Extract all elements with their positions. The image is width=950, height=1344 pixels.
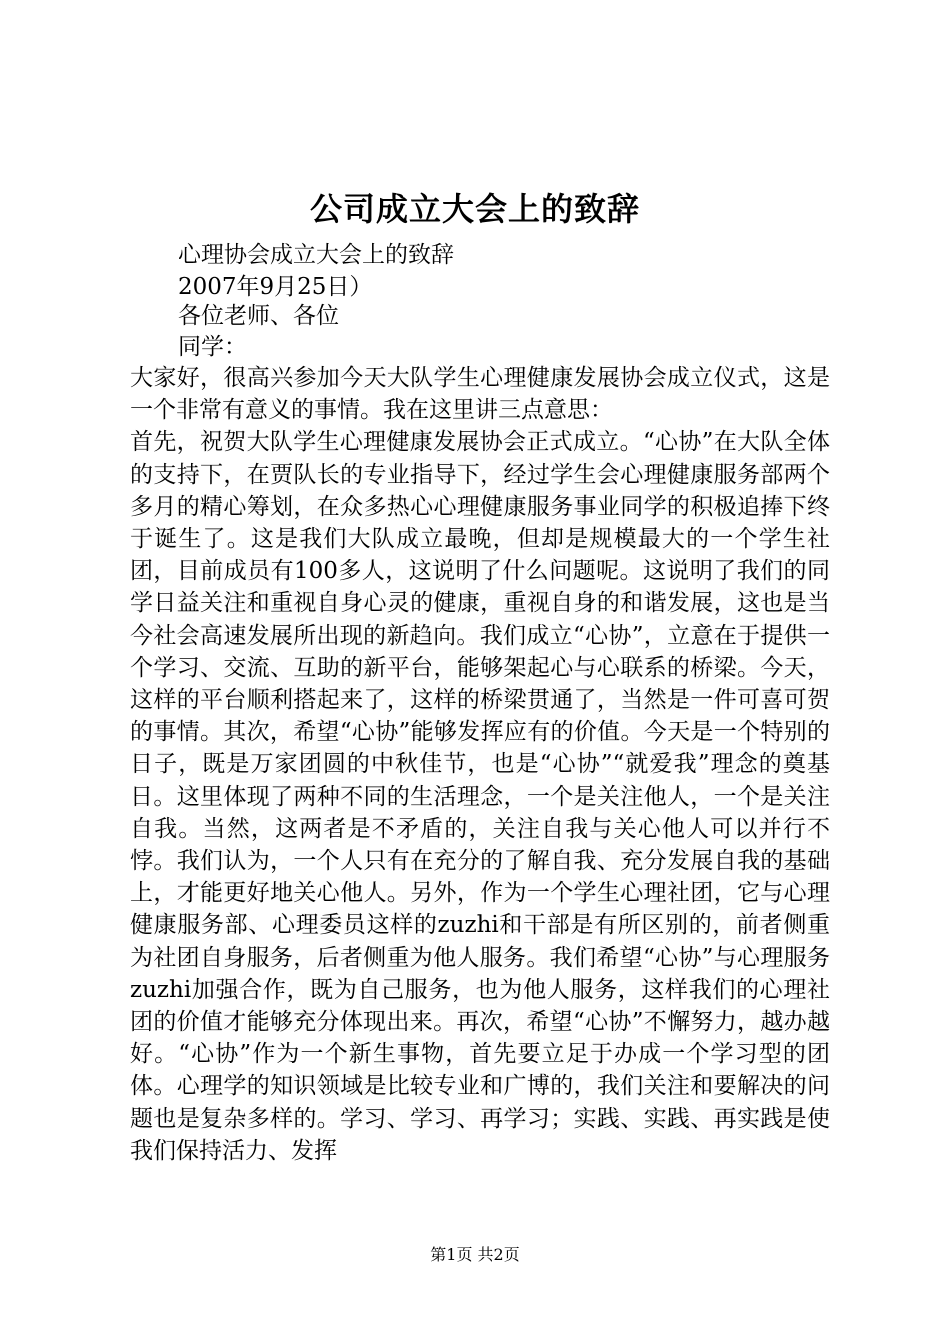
body-paragraph-intro: 大家好，很高兴参加今天大队学生心理健康发展协会成立仪式，这是一个非常有意义的事情。我在这里讲三点意思：	[130, 365, 830, 424]
body-paragraph-main: 首先，祝贺大队学生心理健康发展协会正式成立。“心协”在大队全体的支持下，在贾队长的专业指导下，经过学生会心理健康服务部两个多月的精心筹划，在众多热心心理健康服务事业同学的积极追捧下终于诞生了。这是我们大队成立最晚，但却是规模最大的一个学生社团，目前成员有100多人，这说明了什么问题呢。这说明了我们的同学日益关注和重视自身心灵的健康，重视自身的和谐发展，这也是当今社会高速发展所出现的新趋向。我们成立“心协”，立意在于提供一个学习、交流、互助的新平台，能够架起心与心联系的桥梁。今天，这样的平台顺利搭起来了，这样的桥梁贯通了，当然是一件可喜可贺的事情。其次，希望“心协”能够发挥应有的价值。今天是一个特别的日子，既是万家团圆的中秋佳节，也是“心协”“就爱我”理念的奠基日。这里体现了两种不同的生活理念，一个是关注他人，一个是关注自我。当然，这两者是不矛盾的，关注自我与关心他人可以并行不悖。我们认为，一个人只有在充分的了解自我、充分发展自我的基础上，才能更好地关心他人。另外，作为一个学生心理社团，它与心理健康服务部、心理委员这样的zuzhi和干部是有所区别的，前者侧重为社团自身服务，后者侧重为他人服务。我们希望“心协”与心理服务zuzhi加强合作，既为自己服务，也为他人服务，这样我们的心理社团的价值才能够充分体现出来。再次，希望“心协”不懈努力，越办越好。“心协”作为一个新生事物，首先要立足于办成一个学习型的团体。心理学的知识领域是比较专业和广博的，我们关注和要解决的问题也是复杂多样的。学习、学习、再学习；实践、实践、再实践是使我们保持活力、发挥	[130, 429, 830, 1164]
document-title: 公司成立大会上的致辞	[309, 190, 640, 228]
salutation-line-2: 同学：	[178, 334, 247, 360]
document-date: 2007年9月25日）	[178, 274, 373, 300]
salutation-line-1: 各位老师、各位	[178, 303, 339, 329]
page-footer: 第1页 共2页	[430, 1245, 520, 1264]
document-body	[130, 362, 830, 1167]
document-subtitle: 心理协会成立大会上的致辞	[178, 242, 454, 268]
